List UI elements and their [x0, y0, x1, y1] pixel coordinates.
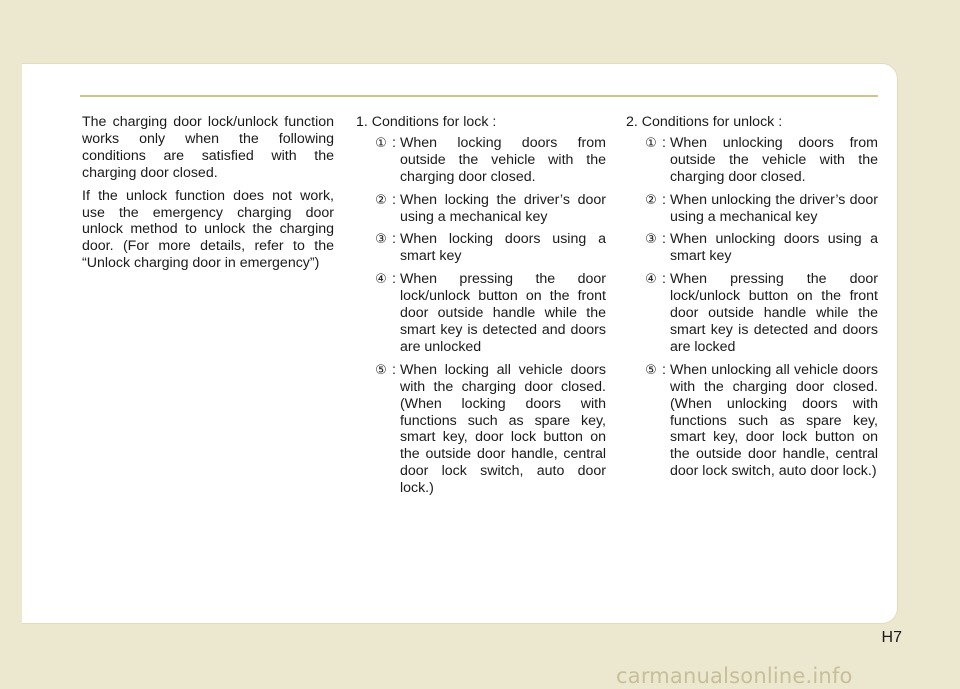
item-number: ③ — [645, 231, 657, 247]
list-item: ⑤ : When locking all vehicle doors with the charging door closed. (When locking doors with functions such as spare key, smart key, door lock button on the outside door handle, central door lock switch, auto door lock.) — [372, 362, 606, 497]
list-item: ② : When locking the driver’s door using a mechanical key — [372, 192, 606, 226]
header-rule — [80, 95, 878, 97]
intro-paragraph-1: The charging door lock/unlock function works only when the following conditions are satisfied with the charging door closed. — [82, 114, 334, 181]
lock-heading: 1. Conditions for lock : — [356, 114, 497, 130]
item-text: When pressing the door lock/unlock button on the front door outside handle while the smart key is detected and doors are locked — [669, 271, 878, 355]
lock-conditions-column — [356, 114, 606, 503]
item-text: When locking the driver’s door using a mechanical key — [399, 191, 606, 225]
item-text: When unlocking doors from outside the vehicle with the charging door closed. — [669, 134, 878, 185]
list-item: ④ : When pressing the door lock/unlock button on the front door outside handle while the smart key is detected and doors are unlocked — [372, 271, 606, 356]
item-number: ① — [645, 134, 657, 150]
list-item: ③ : When unlocking doors using a smart key — [642, 231, 878, 265]
item-text: When unlocking all vehicle doors with the charging door closed. (When unlocking doors with functions such as spare key, smart key, door lock button on the outside door handle, central door lock switch, auto door lock.) — [669, 361, 878, 480]
list-item: ⑤ : When unlocking all vehicle doors with the charging door closed. (When unlocking doors with functions such as spare key, smart key, door lock button on the outside door handle, central door lock switch, auto door lock.) — [642, 362, 878, 480]
item-number: ① — [375, 134, 387, 150]
unlock-heading: 2. Conditions for unlock : — [626, 114, 783, 130]
item-number: ④ — [645, 271, 657, 287]
item-text: When locking doors using a smart key — [399, 231, 606, 265]
item-number: ⑤ — [375, 361, 387, 377]
item-number: ⑤ — [645, 361, 657, 377]
list-item: ① : When locking doors from outside the vehicle with the charging door closed. — [372, 135, 606, 186]
list-item: ② : When unlocking the driver’s door using a mechanical key — [642, 192, 878, 226]
intro-column — [82, 114, 334, 278]
item-text: When pressing the door lock/unlock button on the front door outside handle while the smart key is detected and doors are unlocked — [399, 271, 606, 355]
item-text: When unlocking the driver’s door using a mechanical key — [669, 191, 878, 225]
item-number: ③ — [375, 231, 387, 247]
list-item: ③ : When locking doors using a smart key — [372, 231, 606, 265]
item-number: ② — [375, 191, 387, 207]
item-text: When locking all vehicle doors with the charging door closed. (When locking doors with functions such as spare key, smart key, door lock button on the outside door handle, central door lock switch, auto door lock.) — [399, 361, 606, 497]
unlock-conditions-column — [626, 114, 878, 486]
intro-paragraph-2: If the unlock function does not work, use the emergency charging door unlock method to unlock the charging door. (For more details, refer to the “Unlock charging door in emergency”) — [82, 187, 334, 272]
item-number: ② — [645, 191, 657, 207]
item-number: ④ — [375, 271, 387, 287]
list-item: ① : When unlocking doors from outside the vehicle with the charging door closed. — [642, 135, 878, 186]
item-text: When locking doors from outside the vehicle with the charging door closed. — [399, 134, 606, 185]
page-number: H7 — [881, 629, 902, 646]
watermark: carmanualsonline.info — [616, 664, 853, 688]
item-text: When unlocking doors using a smart key — [669, 231, 878, 265]
list-item: ④ : When pressing the door lock/unlock button on the front door outside handle while the smart key is detected and doors are locked — [642, 271, 878, 356]
